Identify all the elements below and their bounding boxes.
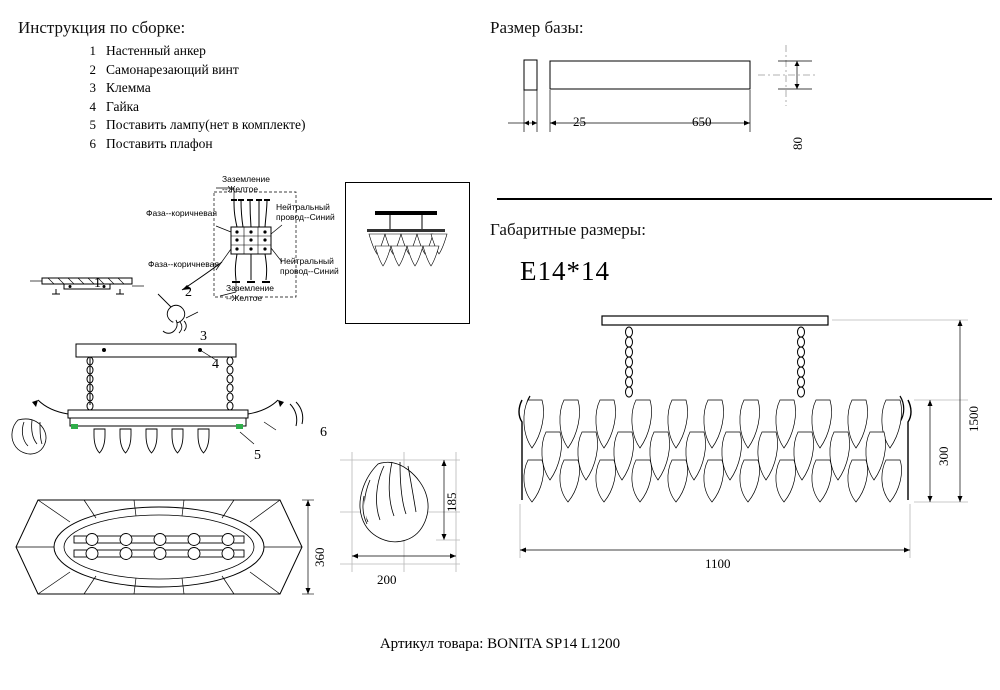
base-width-main-label: 650 [692, 114, 712, 129]
list-item [80, 135, 410, 154]
section-divider [497, 198, 992, 200]
list-item-label: Самонарезающий винт [106, 61, 239, 77]
shade-detail-drawing [340, 452, 470, 572]
base-size-heading: Размер базы: [490, 18, 584, 37]
callout-6: 6 [320, 425, 327, 440]
callout-4: 4 [212, 357, 219, 372]
list-item-label: Клемма [106, 80, 151, 95]
list-item [80, 42, 410, 61]
overall-width-label: 1100 [705, 556, 731, 571]
plan-depth-label: 360 [312, 547, 327, 567]
wire-label-phase-bottom: Фаза--коричневая [148, 259, 219, 269]
callout-3: 3 [200, 329, 207, 344]
overall-dimensions-drawing [498, 300, 988, 590]
list-item-number: 3 [89, 80, 96, 95]
callout-1: 1 [94, 276, 101, 291]
list-item-number: 6 [89, 135, 96, 151]
wire-label-ground-top: Заземление --Желтое [222, 174, 270, 194]
body-height-label: 300 [936, 446, 951, 466]
list-item [80, 79, 410, 98]
plan-view-drawing [14, 492, 314, 602]
callout-2: 2 [185, 285, 192, 300]
assembly-exploded-drawing [8, 262, 328, 472]
overall-height-label: 1500 [966, 406, 981, 432]
list-item-label: Поставить плафон [106, 135, 213, 151]
socket-type-label: E14*14 [520, 256, 610, 286]
wire-label-phase-top: Фаза--коричневая [146, 208, 217, 218]
list-item-number: 4 [89, 98, 96, 114]
list-item-number: 1 [89, 43, 96, 58]
callout-5: 5 [254, 448, 261, 463]
list-item [80, 116, 410, 135]
shade-height-label: 185 [444, 492, 459, 512]
list-item [80, 98, 410, 117]
instruction-list [80, 42, 410, 153]
overall-dimensions-heading: Габаритные размеры: [490, 220, 646, 239]
article-number: Артикул товара: BONITA SP14 L1200 [379, 636, 621, 652]
wire-label-neutral-top: Нейтральный провод--Синий [276, 202, 335, 222]
list-item-label: Поставить лампу(нет в комплекте) [106, 117, 306, 132]
wire-label-ground-bottom: Заземление --Желтое [226, 283, 274, 303]
list-item-number: 2 [89, 61, 96, 77]
base-height-label: 80 [790, 137, 805, 150]
product-preview-box [345, 182, 470, 324]
base-size-drawing [500, 40, 820, 170]
wire-label-neutral-bottom: Нейтральный провод--Синий [280, 256, 339, 276]
shade-width-label: 200 [377, 572, 397, 587]
list-item-label: Настенный анкер [106, 43, 206, 58]
list-item-number: 5 [89, 117, 96, 132]
list-item [80, 61, 410, 80]
base-width-small-label: 25 [573, 114, 586, 129]
list-item-label: Гайка [106, 98, 140, 114]
assembly-instructions-heading: Инструкция по сборке: [18, 18, 186, 37]
